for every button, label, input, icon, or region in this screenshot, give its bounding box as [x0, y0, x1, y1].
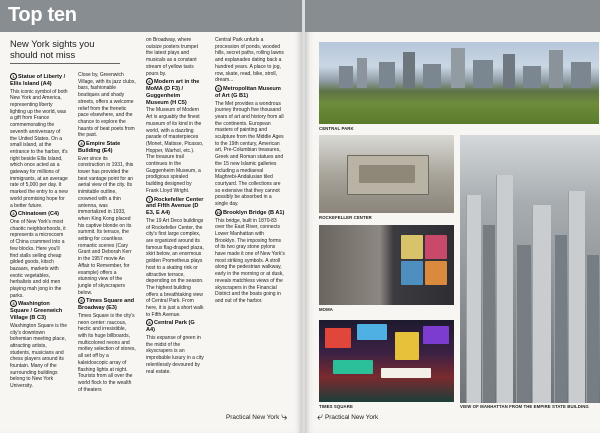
footer-link[interactable]	[317, 411, 378, 424]
sight-heading	[10, 73, 68, 88]
text-column-1	[10, 72, 68, 391]
number-badge: 3	[10, 300, 17, 307]
sight-text: The Museum of Modern Art is arguably the finest museum of its kind in the world, with a dazzling parade of masterpieces (Monet, Matisse, Picasso, Hopper, Warhol, etc.). The treasure trail continues in the Guggenheim Museum, a prodigious spiraled building designed by Frank Lloyd Wright.	[146, 107, 204, 194]
page-subtitle: New York sights you should not miss	[10, 38, 120, 64]
number-badge: 9	[215, 85, 222, 92]
sight-heading	[215, 85, 285, 100]
central-park-photo	[319, 42, 599, 124]
number-badge: 4	[78, 140, 85, 147]
map-ref: (E3)	[106, 305, 117, 312]
sight-heading	[215, 209, 285, 217]
footer-label: Practical New York	[226, 414, 280, 422]
map-ref: (A4)	[40, 80, 52, 87]
sight-text: One of New York's most chaotic neighborhoods, it represents a microcosm of China crammed into a few blocks. Here you'll find stalls selling cheap gilded goods, kitsch bazaars, markets with exotic vegetables, herbalists and old men playing mah jong in the parks.	[10, 219, 66, 299]
title-band	[0, 0, 302, 32]
sight-heading	[146, 78, 204, 106]
sight-text: Times Square is the city's neon center: raucous, hectic and irresistible, with its huge billboards, multicolored neons and motley selection of stores, all set off by a kaleidoscopic array of flashing lights at night. Tourists from all over the world flock to the wealth of theaters	[78, 312, 136, 393]
manhattan-view-photo	[460, 135, 600, 403]
sight-text: This bridge, built in 1870-83 over the East River, connects Lower Manhattan with Brooklyn. The imposing forms of its two gray stone pylons have made it one of New York's most striking symbols. A stroll along the pedestrian walkway, early in the morning or at dusk, reveals matchless views of the skyscrapers in the Financial District and the boats going in and out of the harbor.	[215, 217, 285, 304]
caption-rockefeller: ROCKEFELLER CENTER	[319, 215, 372, 220]
map-ref: (H C5)	[170, 99, 187, 106]
sight-text: The 19 Art Deco buildings of Rockefeller Center, the city's first large complex, are organized around its famous flag-draped plaza, skirt below, an enormous golden Prometheus plays host to a skating rink or attractive terrace, depending on the season. The highest building offers a breathtaking view of Central Park. From here, it is just a short walk to Fifth Avenue.	[146, 217, 204, 318]
sight-name: Empire State Building	[78, 141, 121, 154]
map-ref: (G B1)	[231, 92, 249, 99]
map-ref: (B C3)	[29, 315, 46, 322]
caption-central-park: CENTRAL PARK	[319, 126, 354, 131]
sight-heading	[10, 210, 68, 218]
caption-manhattan-view: VIEW OF MANHATTAN FROM THE EMPIRE STATE BUILDING	[460, 404, 589, 409]
sight-name: Central Park	[154, 320, 187, 327]
sight-name: Metropolitan Museum of Art	[215, 85, 281, 99]
caption-moma: MOMA	[319, 307, 334, 312]
curved-arrow-right-icon: ⤷	[281, 411, 288, 423]
text-column-2	[78, 72, 136, 394]
footer-link[interactable]	[226, 411, 287, 424]
right-header-band	[305, 0, 600, 32]
curved-arrow-left-icon: ⤶	[317, 411, 324, 423]
map-ref: (D E3, E A4)	[146, 203, 199, 217]
rockefeller-center-photo	[319, 135, 454, 213]
right-page	[305, 0, 600, 433]
sight-name: Chinatown	[18, 211, 47, 218]
sight-text: Close by, Greenwich Village, with its jazz clubs, bars, fashionable boutiques and shady streets, offers a welcome relief from the frenetic pace elsewhere, and the chance to explore the haunts of beat poets from the past.	[78, 72, 136, 139]
sight-heading	[146, 319, 204, 334]
map-ref: (C4)	[48, 211, 60, 218]
number-badge: 8	[146, 319, 153, 326]
sight-name: Modern art in the MoMA (D F3) / Guggenheim Museum	[146, 79, 200, 106]
sight-text: The Met provides a wondrous journey through five thousand years of art and history from all the continents. European masters of painting and sculpture from the Middle Ages to the 19th century, American art, Pre-Columbian treasures, Greek and Roman statues and the 15 new Islamic galleries including a mediaeval Maghrebi-Andalusian tiled courtyard. The collections are so extensive that they cannot possibly be absorbed in a single day.	[215, 100, 284, 208]
sight-heading	[78, 140, 136, 155]
sight-name: Brooklyn Bridge	[223, 209, 267, 216]
page-title: Top ten	[8, 4, 77, 26]
sight-name: Rockefeller Center and Fifth Avenue	[146, 196, 204, 210]
text-column-4	[215, 37, 285, 306]
number-badge: 2	[10, 210, 17, 217]
text-column-3	[146, 37, 204, 376]
sight-text: This expanse of green in the midst of the skyscrapers is an improbable luxury in a city relentlessly devoured by real estate.	[146, 335, 204, 375]
map-ref: (E4)	[101, 147, 113, 154]
sight-name: Times Square and Broadway	[78, 298, 135, 312]
sight-text: Ever since its construction in 1931, this tower has provided the best vantage point for an aerial view of the city. Its inimitable outline, crowned with a thin antenna, was immortalized in 1933, when King Kong placed his captive blonde on its summit. Its terrace, the setting for countless romantic scenes (Cary Grant and Deborah Kerr in the 1957 movie An Affair to Remember, for example) offers a stunning view of the jungle of skyscrapers below.	[78, 155, 134, 296]
sight-heading	[78, 297, 136, 312]
number-badge: 6	[146, 78, 153, 85]
sight-text: Central Park unfurls a procession of ponds, wooded hills, secret paths, rolling lawns and esplanades dating back a hundred years. A place to jog, row, skate, read, bike, stroll, dream...	[215, 37, 284, 84]
sight-name: Washington Square / Greenwich Village	[10, 301, 63, 322]
number-badge: 10	[216, 209, 221, 215]
sight-text: This iconic symbol of both New York and America, representing liberty lighting up the world, was a gift from France commemorating the seventh anniversary of the United States. On a small island, at the entrance to the harbor, it's right beside Ellis Island, which once acted as a gateway for millions of immigrants, at an average rate of 5,000 per day. It marked the entry to a new world promising hope for a better future.	[10, 88, 68, 209]
sight-heading	[10, 300, 68, 321]
times-square-photo	[319, 320, 454, 402]
sight-name: Statue of Liberty / Ellis Island	[10, 73, 66, 87]
number-badge: 7	[146, 196, 153, 203]
moma-photo	[319, 225, 454, 305]
map-ref: (B A1)	[268, 209, 285, 216]
caption-times-square: TIMES SQUARE	[319, 404, 353, 409]
sight-text: on Broadway, where outsize posters trumpet the latest plays and musicals as a constant stream of yellow taxis pours by.	[146, 37, 198, 77]
sight-text: Washington Square is the city's downtown bohemian meeting place, attracting artists, students, musicians and chess players around its fountain. Many of the surrounding buildings belong to New York University.	[10, 322, 68, 390]
map-ref: (G A4)	[146, 320, 195, 334]
footer-label: Practical New York	[324, 414, 379, 422]
number-badge: 5	[78, 297, 85, 304]
sight-heading	[146, 196, 204, 217]
number-badge: 1	[10, 73, 17, 80]
